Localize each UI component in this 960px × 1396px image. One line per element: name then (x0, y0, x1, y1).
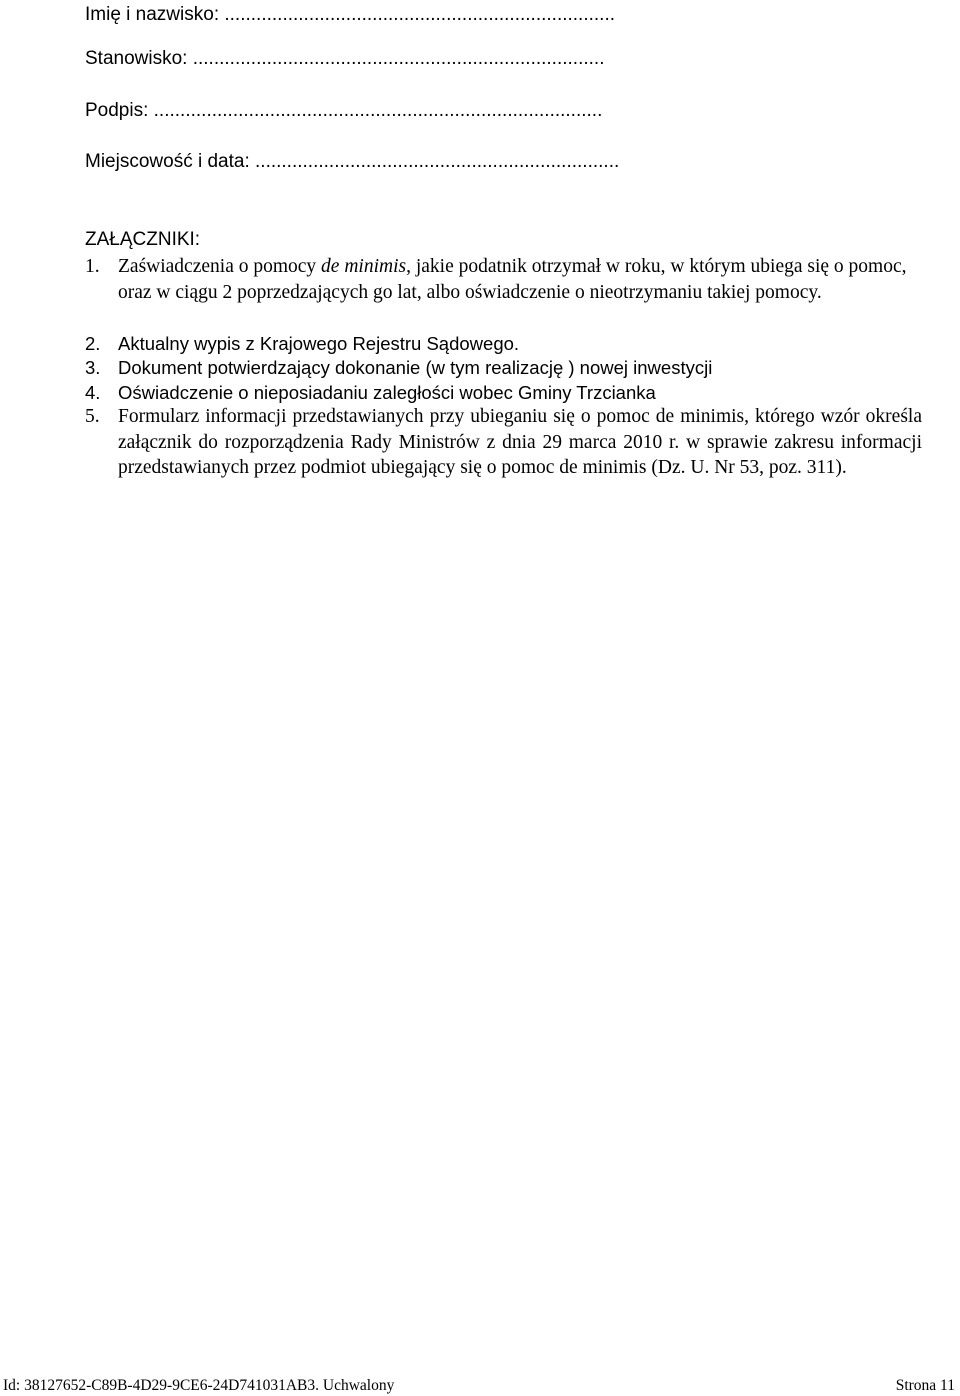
attachment-number: 3. (85, 357, 101, 378)
place-date-field-label: Miejscowość i data: ..................................................................... (85, 151, 620, 172)
attachment-text: Aktualny wypis z Krajowego Rejestru Sądowego. (118, 333, 520, 354)
attachment-number: 5. (85, 406, 100, 427)
position-field-label: Stanowisko: .............................................................................. (85, 48, 605, 69)
name-field-label: Imię i nazwisko: .......................................................................... (85, 4, 616, 25)
attachment-text: Formularz informacji przedstawianych przy ubieganiu się o pomoc de minimis, którego wzór określa załącznik do rozporządzenia Rady Ministrów z dnia 29 marca 2010 r. w sprawie zakresu informacji przedstawianych przez podmiot ubiegający się o pomoc de minimis (Dz. U. Nr 53, poz. 311). (118, 406, 922, 478)
attachment-text (118, 254, 922, 305)
page-number: Strona 11 (895, 1377, 955, 1394)
attachment-text-italic: de minimis (321, 256, 407, 277)
attachments-heading: ZAŁĄCZNIKI: (85, 229, 201, 250)
attachment-number: 1. (85, 256, 100, 277)
attachment-text-part: , jakie podatnik otrzymał w roku, w którym ubiega się o pomoc, oraz w ciągu 2 poprzedzających go lat, albo oświadczenie o nieotrzymaniu takiej pomocy. (118, 256, 907, 303)
attachment-text: Dokument potwierdzający dokonanie (w tym realizację ) nowej inwestycji (118, 357, 713, 378)
signature-field-label: Podpis: ..................................................................................... (85, 100, 603, 121)
attachment-number: 4. (85, 382, 101, 403)
attachment-text: Oświadczenie o nieposiadaniu zaległości wobec Gminy Trzcianka (118, 382, 656, 403)
document-id: Id: 38127652-C89B-4D29-9CE6-24D741031AB3. Uchwalony (3, 1377, 395, 1394)
attachment-text-part: Zaświadczenia o pomocy (118, 256, 322, 277)
attachment-number: 2. (85, 333, 101, 354)
